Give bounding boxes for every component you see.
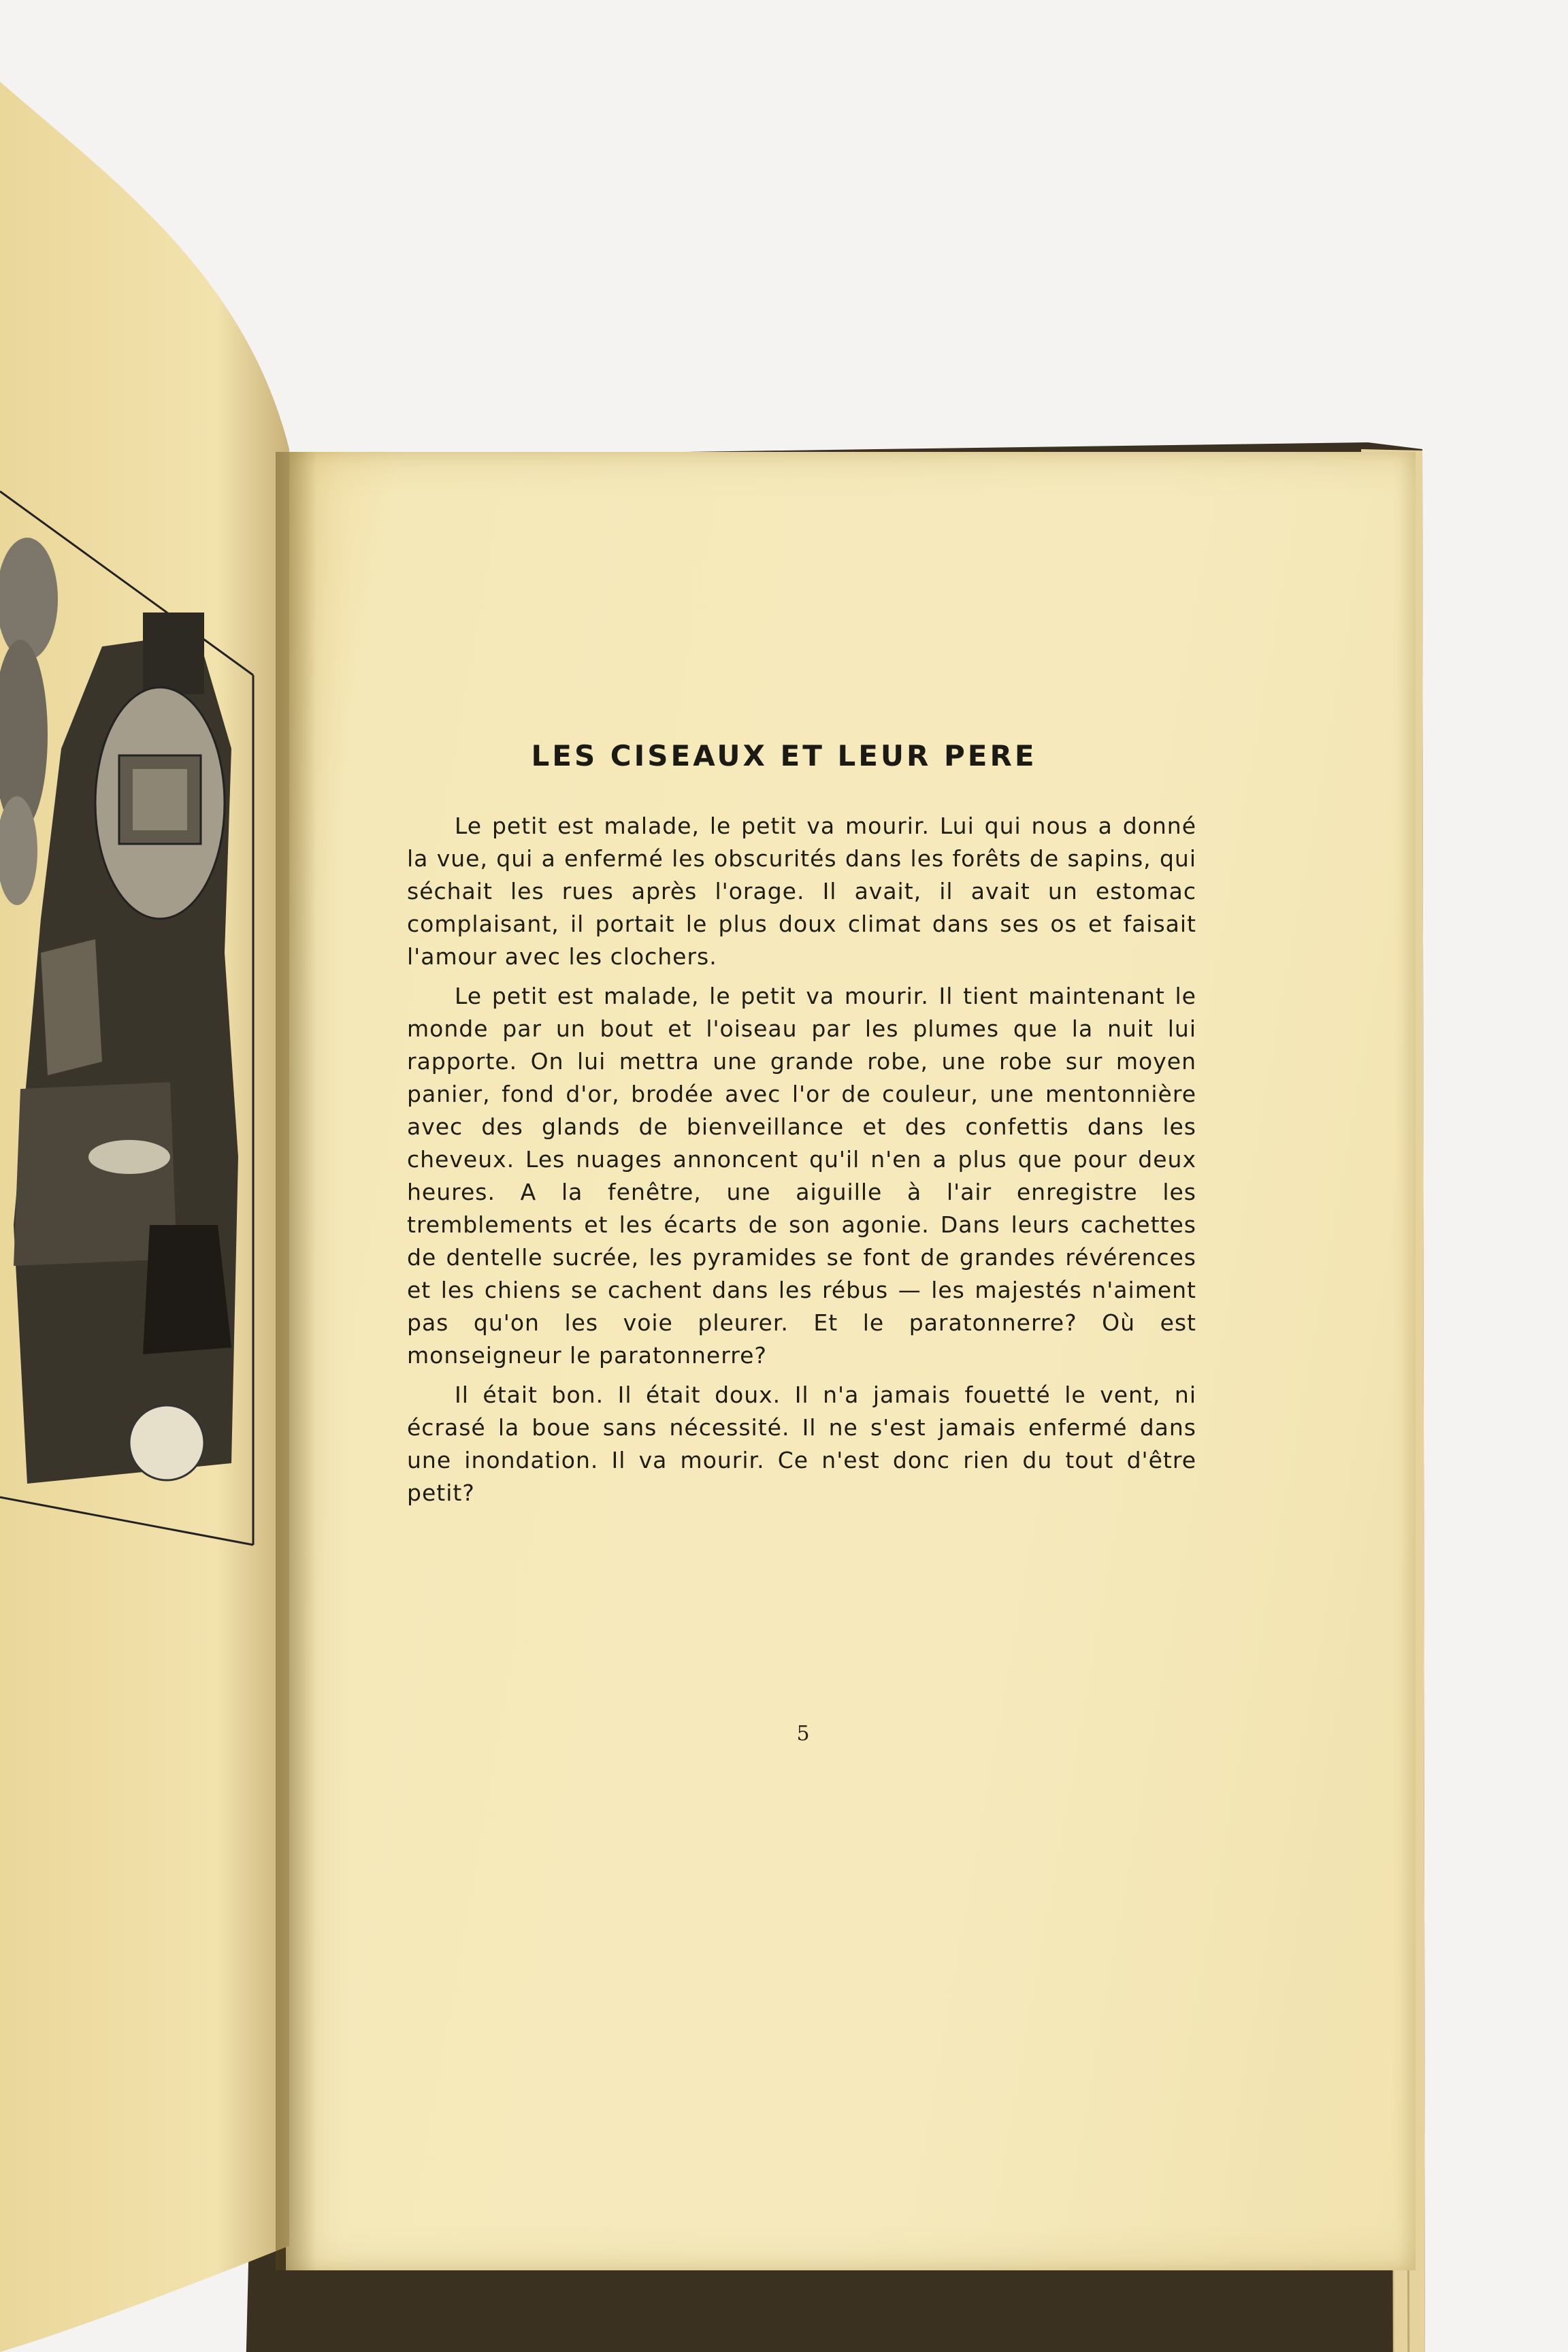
gutter-shadow xyxy=(276,452,316,2270)
page-title: LES CISEAUX ET LEUR PERE xyxy=(531,739,1037,772)
engraving-illustration xyxy=(0,0,293,2352)
left-page xyxy=(0,0,293,2352)
paragraph-3: Il était bon. Il était doux. Il n'a jamais fouetté le vent, ni écrasé la boue sans nécessité. Il ne s'est jamais enfermé dans une inondation. Il va mourir. Ce n'est donc rien du tout d'être petit? xyxy=(407,1382,1196,1506)
page-body xyxy=(407,810,1196,1516)
paragraph-2: Le petit est malade, le petit va mourir. Il tient maintenant le monde par un bout et l'oiseau par les plumes que la nuit lui rapporte. On lui mettra une grande robe, une robe sur moyen panier, fond d'or, brodée avec l'or de couleur, une mentonnière avec des glands de bienveillance et des confettis dans les cheveux. Les nuages annoncent qu'il n'en a plus que pour deux heures. A la fenêtre, une aiguille à l'air enregistre les tremblements et les écarts de son agonie. Dans leurs cachettes de dentelle sucrée, les pyramides se font de grandes révérences et les chiens se cachent dans les rébus — les majestés n'aiment pas qu'on les voie pleurer. Et le paratonnerre? Où est monseigneur le paratonnerre? xyxy=(407,983,1196,1369)
page-number: 5 xyxy=(796,1722,810,1746)
paragraph-1: Le petit est malade, le petit va mourir. Lui qui nous a donné la vue, qui a enfermé les obscurités dans les forêts de sapins, qui séchait les rues après l'orage. Il avait, il avait un estomac complaisant, il portait le plus doux climat dans ses os et faisait l'amour avec les clochers. xyxy=(407,813,1196,970)
